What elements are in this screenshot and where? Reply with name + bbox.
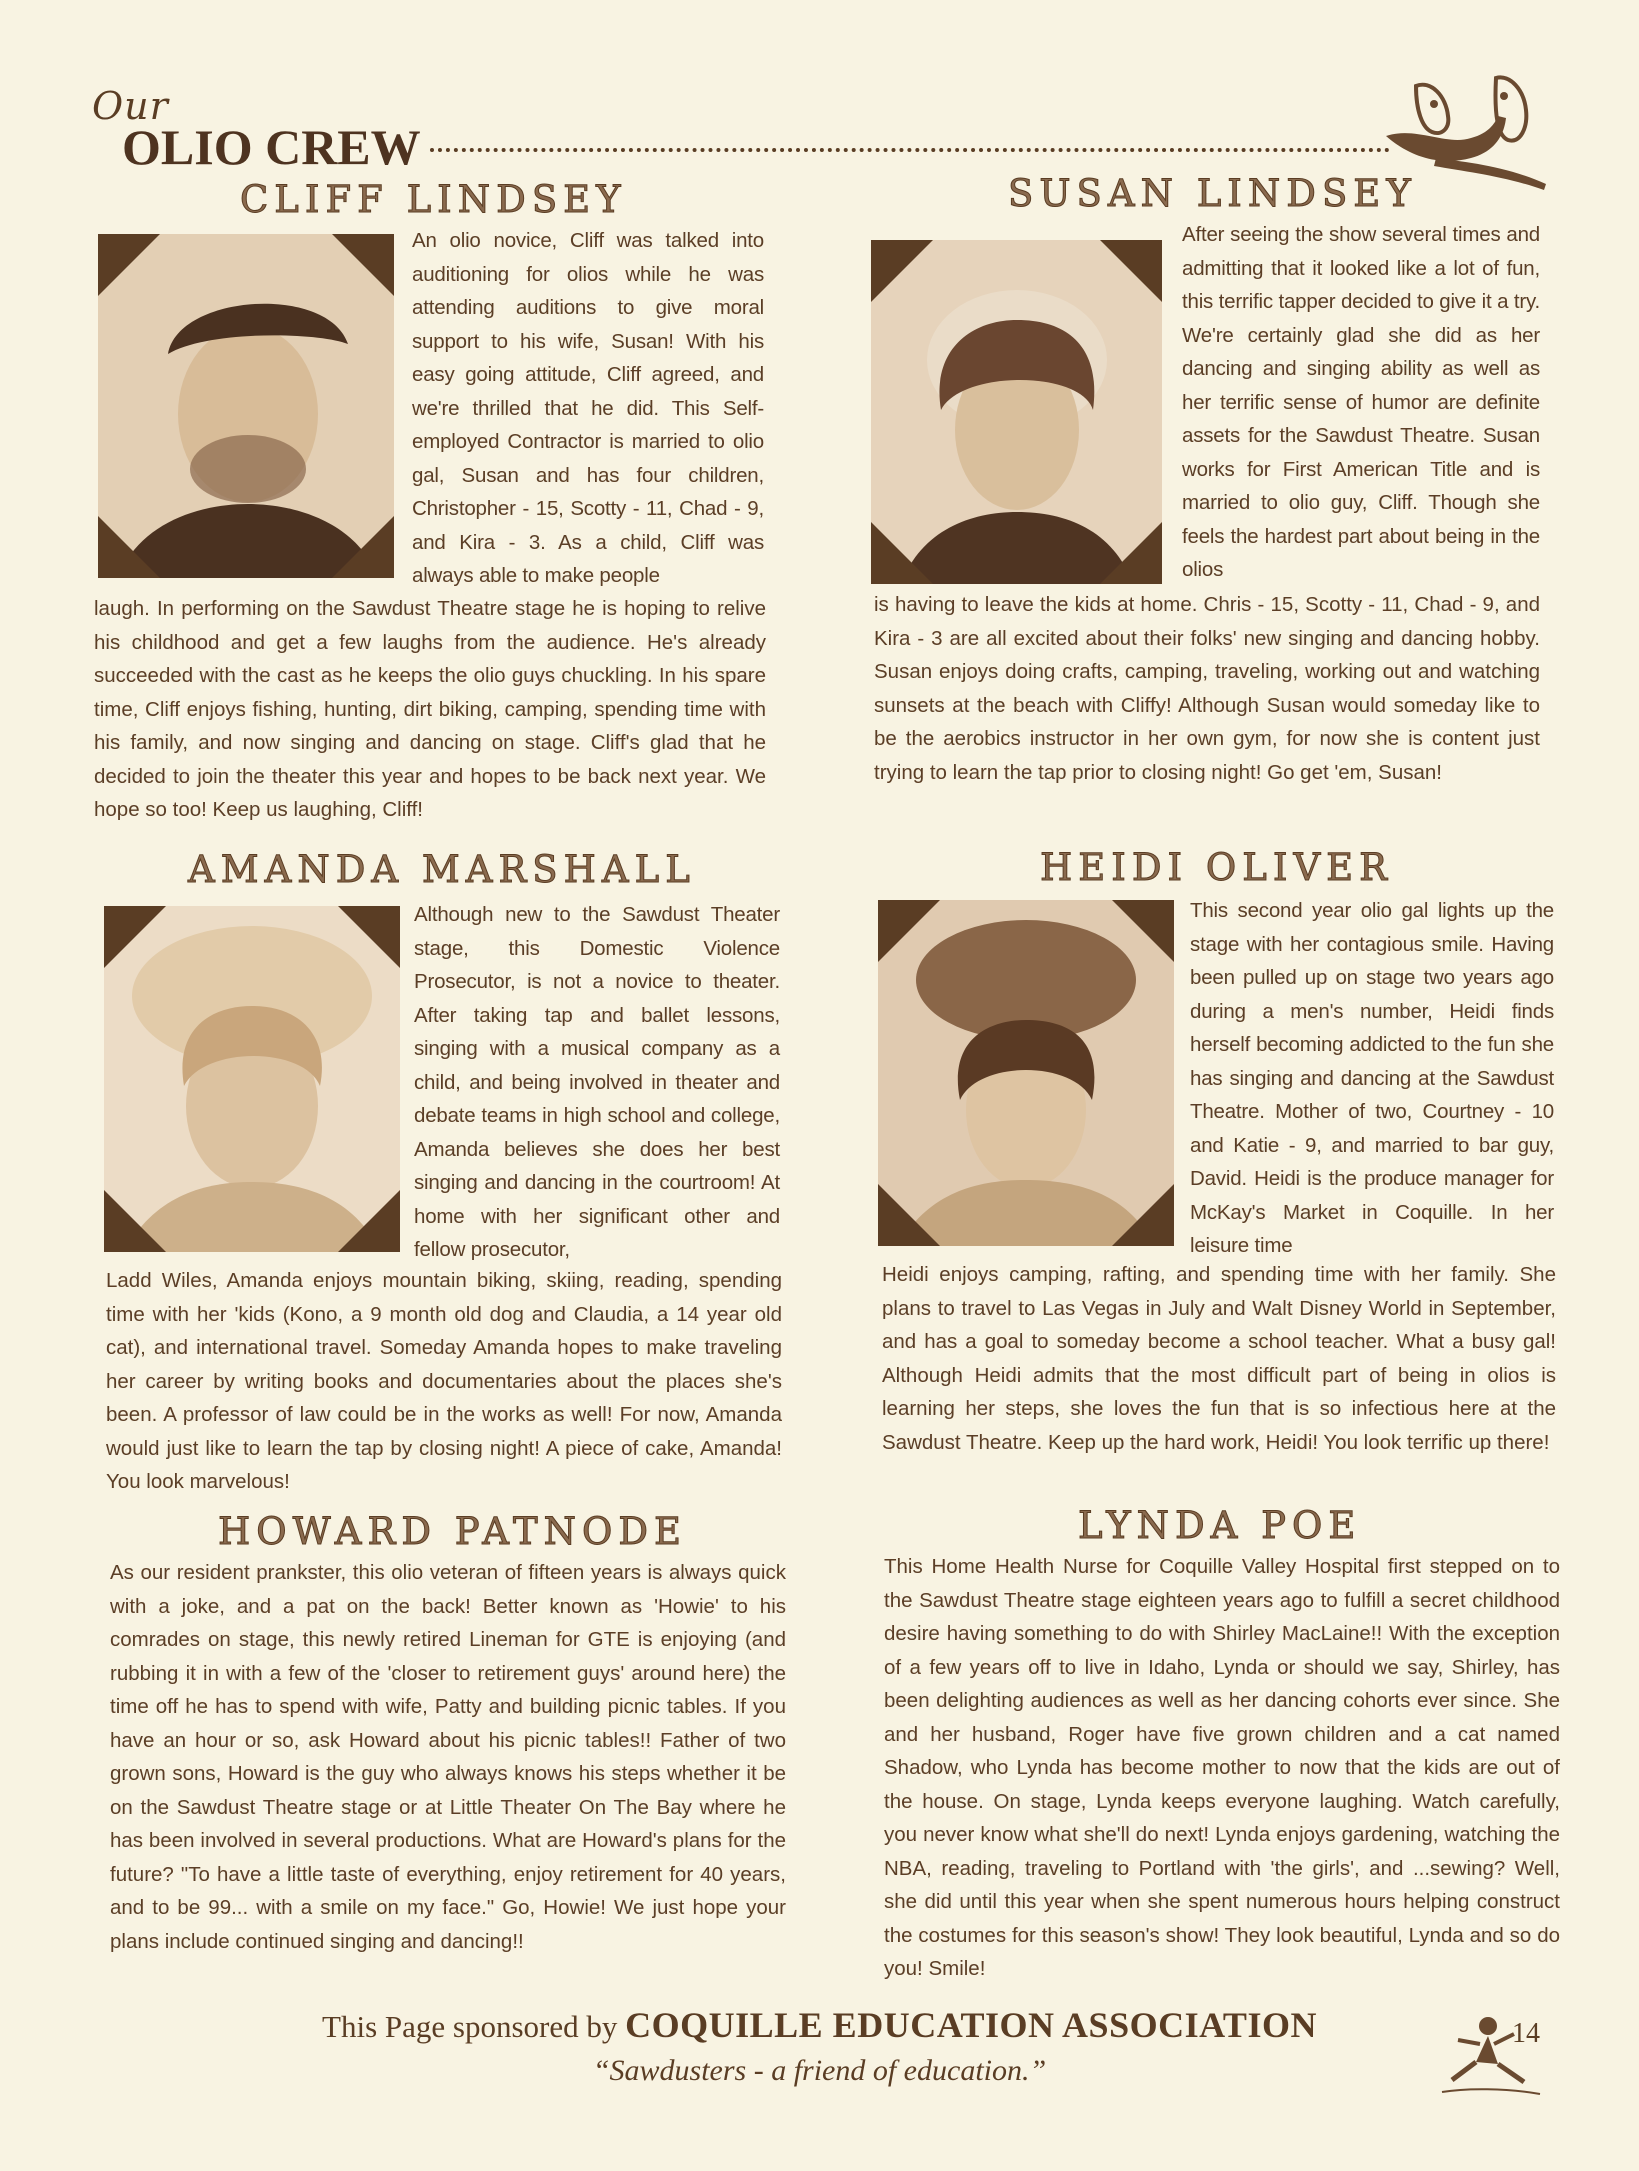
header-our: Our <box>92 84 169 128</box>
profile-name-susan-lindsey: SUSAN LINDSEY <box>1008 172 1417 215</box>
profile-text-amanda-marshall-side: Although new to the Sawdust Theater stage, this Domestic Violence Prosecutor, is not a novice to theater. After taking tap and ballet lessons, singing with a musical company as a child, and being involved in theater and debate teams in high school and college, Amanda believes she does her best singing and dancing in the courtroom! At home with her significant other and fellow prosecutor, <box>414 903 780 1261</box>
profile-text-heidi-oliver-below: Heidi enjoys camping, rafting, and spending time with her family. She plans to travel to Las Vegas in July and Walt Disney World in September, and has a goal to someday become a school teacher. What a busy gal! Although Heidi admits that the most difficult part of being in olios is learning her steps, she loves the fun that is so infectious here at the Sawdust Theatre. Keep up the hard work, Heidi! You look terrific up there! <box>882 1263 1556 1454</box>
profile-text-heidi-oliver-side: This second year olio gal lights up the stage with her contagious smile. Having been pulled up on stage two years ago during a men's number, Heidi finds herself becoming addicted to the fun she has singing and dancing at the Sawdust Theatre. Mother of two, Courtney - 10 and Katie - 9, and married to bar guy, David. Heidi is the produce manager for McKay's Market in Coquille. In her leisure time <box>1190 899 1554 1257</box>
sponsor-prefix: This Page sponsored by <box>322 2009 618 2044</box>
profile-name-amanda-marshall: AMANDA MARSHALL <box>188 848 696 891</box>
sponsor-name: COQUILLE EDUCATION ASSOCIATION <box>625 2005 1317 2045</box>
profile-name-heidi-oliver: HEIDI OLIVER <box>1040 846 1394 889</box>
profile-text-cliff-lindsey-side: An olio novice, Cliff was talked into auditioning for olios while he was attending auditions to give moral support to his wife, Susan! With his easy going attitude, Cliff agreed, and we're thrilled that he did. This Self-employed Contractor is married to olio gal, Susan and has four children, Christopher - 15, Scotty - 11, Chad - 9, and Kira - 3. As a child, Cliff was always able to make people <box>412 229 764 587</box>
page-number: 14 <box>1512 2018 1540 2049</box>
profile-text-amanda-marshall-below: Ladd Wiles, Amanda enjoys mountain biking, skiing, reading, spending time with her 'kids (Kono, a 9 month old dog and Claudia, a 14 year old cat), and international travel. Someday Amanda hopes to make traveling her career by writing books and documentaries about the places she's been. A professor of law could be in the works as well! For now, Amanda would just like to learn the tap by closing night! A piece of cake, Amanda! You look marvelous! <box>106 1269 782 1493</box>
profile-text-cliff-lindsey-below: laugh. In performing on the Sawdust Theatre stage he is hoping to relive his childhood and get a few laughs from the audience. He's already succeeded with the cast as he keeps the olio guys chuckling. In his spare time, Cliff enjoys fishing, hunting, dirt biking, camping, spending time with his family, and now singing and dancing on stage. Cliff's glad that he decided to join the theater this year and hopes to be back next year. We hope so too! Keep us laughing, Cliff! <box>94 597 766 821</box>
profile-text-howard-patnode: As our resident prankster, this olio veteran of fifteen years is always quick with a joke, and a pat on the back! Better known as 'Howie' to his comrades on stage, this newly retired Lineman for GTE is enjoying (and rubbing it in with a few of the 'closer to retirement guys' around here) the time off he has to spend with wife, Patty and building picnic tables. If you have an hour or so, ask Howard about his picnic tables!! Father of two grown sons, Howard is the guy who always knows his steps whether it be on the Sawdust Theatre stage or at Little Theater On The Bay where he has been involved in several productions. What are Howard's plans for the future? "To have a little taste of everything, enjoy retirement for 40 years, and to be 99... with a smile on my face." Go, Howie! We just hope your plans include continued singing and dancing!! <box>110 1561 786 1953</box>
sponsor-line <box>0 2004 1639 2046</box>
profile-text-susan-lindsey-side: After seeing the show several times and admitting that it looked like a lot of fun, this terrific tapper decided to give it a try. We're certainly glad she did as her dancing and singing ability as well as her terrific sense of humor are definite assets for the Sawdust Theatre. Susan works for First American Title and is married to olio guy, Cliff. Though she feels the hardest part about being in the olios <box>1182 223 1540 581</box>
profile-name-cliff-lindsey: CLIFF LINDSEY <box>240 178 627 221</box>
sponsor-tagline: “Sawdusters - a friend of education.” <box>592 2054 1047 2087</box>
header-dotted-rule <box>430 148 1390 152</box>
profile-name-lynda-poe: LYNDA POE <box>1078 1504 1362 1547</box>
photo-amanda-marshall <box>104 906 400 1252</box>
photo-heidi-oliver <box>878 900 1174 1246</box>
page-title: OLIO CREW <box>122 119 421 175</box>
photo-cliff-lindsey <box>98 234 394 578</box>
profile-text-lynda-poe: This Home Health Nurse for Coquille Valley Hospital first stepped on to the Sawdust Theatre stage eighteen years ago to fulfill a secret childhood desire having something to do with Shirley MacLaine!! With the exception of a few years off to live in Idaho, Lynda or should we say, Shirley, has been delighting audiences as well as her dancing cohorts ever since. She and her husband, Roger have five grown children and a cat named Shadow, who Lynda has become mother to now that the kids are out of the house. On stage, Lynda keeps everyone laughing. Watch carefully, you never know what she'll do next! Lynda enjoys gardening, watching the NBA, reading, traveling to Portland with 'the girls', and ...sewing? Well, she did until this year when she spent numerous hours helping construct the costumes for this season's show! They look beautiful, Lynda and so do you! Smile! <box>884 1555 1560 1980</box>
photo-susan-lindsey <box>871 240 1162 584</box>
profile-name-howard-patnode: HOWARD PATNODE <box>218 1510 688 1553</box>
profile-text-susan-lindsey-below: is having to leave the kids at home. Chris - 15, Scotty - 11, Chad - 9, and Kira - 3 are all excited about their folks' new singing and dancing hobby. Susan enjoys doing crafts, camping, traveling, working out and watching sunsets at the beach with Cliffy! Although Susan would someday like to be the aerobics instructor in her own gym, for now she is content just trying to learn the tap prior to closing night! Go get 'em, Susan! <box>874 593 1540 784</box>
